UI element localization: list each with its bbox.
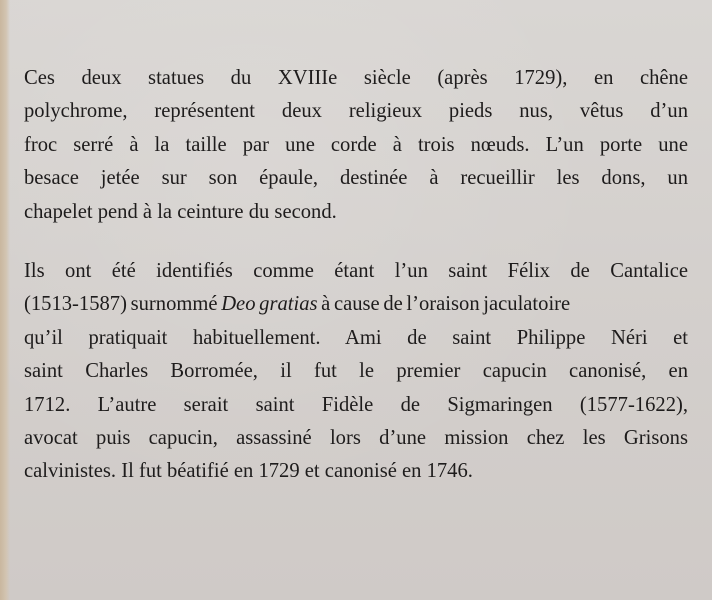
text-line: Ces deux statues du XVIIIe siècle (après 1729), en chêne: [24, 67, 688, 89]
text-line: 1712. L’autre serait saint Fidèle de Sigmaringen (1577-1622),: [24, 393, 688, 416]
text-line: chapelet pend à la ceinture du second.: [24, 200, 337, 223]
text-line: saint Charles Borromée, il fut le premier capucin canonisé, en: [24, 360, 688, 383]
text-line: besace jetée sur son épaule, destinée à recueillir les dons, un: [24, 167, 688, 190]
text-line: froc serré à la taille par une corde à trois nœuds. L’un porte une: [24, 133, 688, 156]
text-segment: à cause de l’oraison jaculatoire: [317, 293, 571, 316]
paragraph-statues-description: [24, 62, 688, 229]
text-line: calvinistes. Il fut béatifié en 1729 et canonisé en 1746.: [24, 460, 473, 483]
text-line-with-italic: [24, 288, 688, 321]
paragraph-saints-identification: [24, 255, 688, 489]
placard-left-edge: [0, 0, 10, 600]
text-line: polychrome, représentent deux religieux pieds nus, vêtus d’un: [24, 100, 688, 123]
text-line: Ils ont été identifiés comme étant l’un saint Félix de Cantalice: [24, 260, 688, 282]
text-segment: (1513-1587) surnommé: [24, 293, 222, 316]
italic-phrase: Deo gratias: [221, 293, 318, 316]
text-line: avocat puis capucin, assassiné lors d’une mission chez les Grisons: [24, 427, 688, 450]
text-line: qu’il pratiquait habituellement. Ami de saint Philippe Néri et: [24, 326, 688, 349]
